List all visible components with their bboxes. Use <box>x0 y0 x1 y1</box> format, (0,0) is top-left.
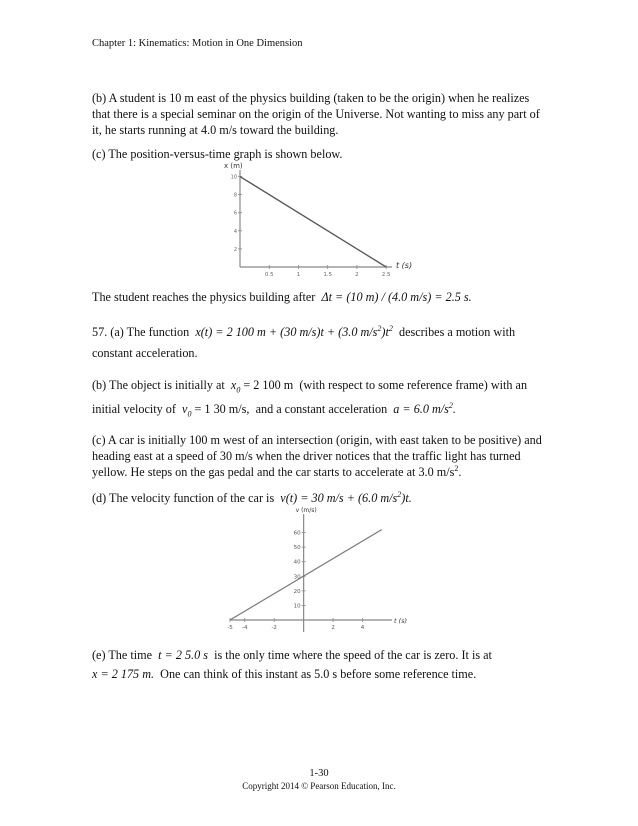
p57e-teq: t = 2 5.0 s <box>158 648 208 662</box>
problem-57c <box>92 432 542 480</box>
p57b-t3: initial velocity of <box>92 402 176 416</box>
y-tick-label: 10 <box>293 603 301 610</box>
p57d-end: )t. <box>401 491 412 505</box>
p57b-a <box>393 402 456 416</box>
p57b-t4: and a constant acceleration <box>255 402 388 416</box>
y-axis-label: v (m/s) <box>295 507 317 514</box>
p57c-sup: 2 <box>454 463 459 473</box>
p57-equation <box>195 325 393 339</box>
p57e-t3: One can think of this instant as 5.0 s before some reference time. <box>160 667 477 681</box>
x-tick-label: 2.5 <box>381 272 391 278</box>
reach-sentence <box>92 289 542 305</box>
position-line <box>240 177 386 267</box>
problem-57e <box>92 647 542 682</box>
y-tick-label: 40 <box>293 559 301 566</box>
x-tick-label: 1 <box>296 272 301 278</box>
p57b-v0 <box>182 402 250 419</box>
chapter-header: Chapter 1: Kinematics: Motion in One Dimension <box>92 38 303 49</box>
reach-equation: Δt = (10 m) / (4.0 m/s) = 2.5 s. <box>321 290 472 304</box>
p57c-text: (c) A car is initially 100 m west of an intersection (origin, with east taken to be positive) and heading east at a speed of 30 m/s when the driver notices that the traffic light has turned yellow. He steps on the gas pedal and the car starts to accelerate at 3.0 m/s <box>92 433 542 479</box>
y-tick-label: 10 <box>230 174 237 181</box>
v0-symbol: v <box>182 402 188 416</box>
p57e-xeq: x = 2 175 m. <box>92 667 155 681</box>
p57-eq-pre: x(t) = 2 100 m + (30 m/s)t + (3.0 m/s <box>195 325 378 339</box>
p57d-eq-main: v(t) = 30 m/s + (6.0 m/s <box>280 491 398 505</box>
p57b-x0 <box>230 378 294 395</box>
p57e-t2: is the only time where the speed of the car is zero. It is at <box>214 648 492 662</box>
p57-lead: 57. (a) The function <box>92 325 190 339</box>
p57-eq-post: )t <box>381 325 389 339</box>
reach-text: The student reaches the physics building after <box>92 290 316 304</box>
x0-symbol: x <box>230 378 237 392</box>
a-sup: 2 <box>448 400 453 410</box>
p57-eq-sup2: 2 <box>388 323 393 333</box>
x-tick-label: -2 <box>271 625 277 631</box>
y-tick-label: 4 <box>233 228 237 235</box>
a-eq: a = 6.0 m/s <box>393 402 449 416</box>
x0-value: = 2 100 m <box>243 378 294 392</box>
p57e-t1: (e) The time <box>92 648 153 662</box>
y-tick-label: 2 <box>233 246 237 253</box>
x-tick-label: 0.5 <box>264 272 274 278</box>
paragraph-b: (b) A student is 10 m east of the physics building (taken to be the origin) when he realizes that there is a special seminar on the origin of the Universe. Not wanting to miss any part of it, he starts running at 4.0 m/s toward the building. <box>92 91 540 137</box>
v0-sub: 0 <box>187 409 192 419</box>
a-end: . <box>452 402 456 416</box>
p57d-text: (d) The velocity function of the car is <box>92 491 275 505</box>
x-tick-label: -4 <box>241 625 248 631</box>
x-tick-label: 2 <box>355 272 359 278</box>
x0-sub: 0 <box>236 385 241 395</box>
p57-tail: describes a motion with <box>398 325 516 339</box>
x-tick-label: 4 <box>360 625 365 631</box>
p57d-eq <box>280 491 411 505</box>
p57b-t2: (with respect to some reference frame) with an <box>299 378 528 392</box>
velocity-time-chart <box>222 504 407 636</box>
x-tick-label: 1.5 <box>323 272 333 278</box>
y-tick-label: 20 <box>293 588 301 595</box>
y-axis-label: x (m) <box>224 162 243 170</box>
p57b-t1: (b) The object is initially at <box>92 378 225 392</box>
y-tick-label: 30 <box>293 574 301 581</box>
y-tick-label: 6 <box>233 210 237 217</box>
copyright: Copyright 2014 © Pearson Education, Inc. <box>242 781 396 791</box>
p57-eq-sup: 2 <box>377 323 382 333</box>
v0-value: = 1 30 m/s, <box>194 402 250 416</box>
paragraph-c: (c) The position-versus-time graph is shown below. <box>92 147 343 161</box>
x-tick-label: -5 <box>227 625 233 631</box>
x-tick-label: 2 <box>331 625 335 631</box>
position-time-chart <box>222 160 422 278</box>
x-axis-label: t (s) <box>394 617 407 625</box>
p57d-sup: 2 <box>397 489 402 499</box>
page-number: 1-30 <box>309 768 329 779</box>
problem-57b <box>92 377 542 417</box>
y-tick-label: 60 <box>293 530 301 537</box>
problem-57a <box>92 324 542 361</box>
velocity-line <box>230 530 382 620</box>
y-tick-label: 50 <box>293 545 301 552</box>
p57c-end: . <box>458 465 462 479</box>
x-axis-label: t (s) <box>396 261 413 270</box>
y-tick-label: 8 <box>233 192 237 199</box>
p57-line2: constant acceleration. <box>92 346 198 360</box>
